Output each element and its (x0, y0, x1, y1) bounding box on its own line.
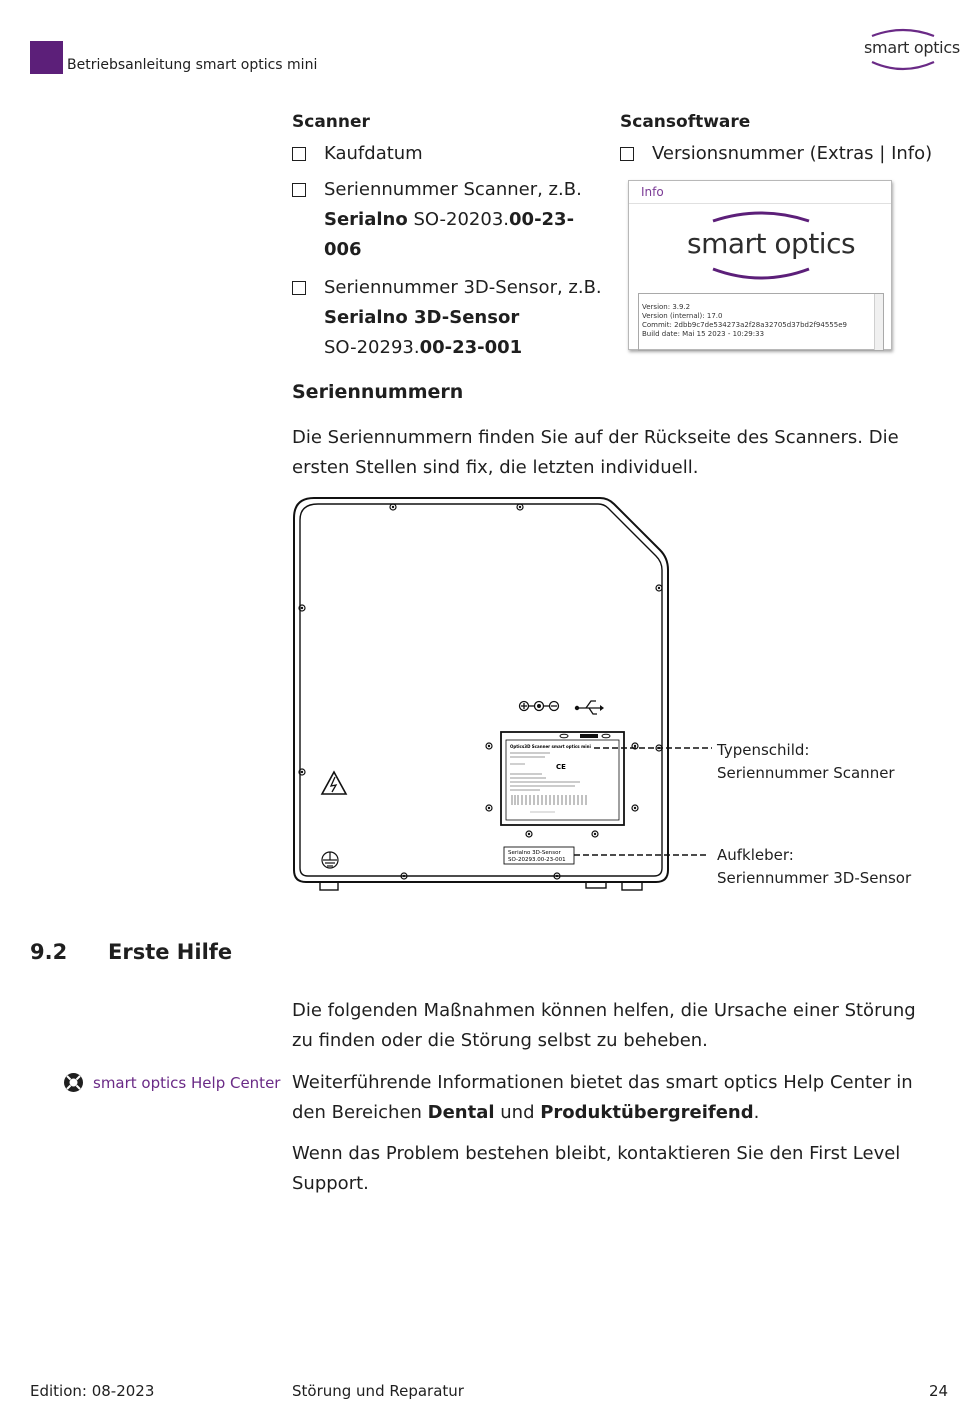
example-number: 00-23-006 (324, 209, 575, 260)
info-dialog-title: Info (641, 185, 664, 199)
scrollbar[interactable] (874, 294, 883, 350)
scanner-rear-figure (280, 490, 720, 900)
sticker-callout: Aufkleber: Seriennummer 3D-Sensor (717, 846, 912, 887)
footer-chapter: Störung und Reparatur (292, 1382, 464, 1400)
version-line: Version (internal): 17.0 (642, 312, 723, 320)
type-plate-callout: Typenschild: Seriennummer Scanner (717, 741, 895, 782)
logo-wordmark: smart optics (687, 227, 856, 260)
item-text: Seriennummer 3D-Sensor, z.B. (324, 277, 602, 298)
version-line: Version: 3.9.2 (642, 303, 691, 311)
ce-mark: CE (556, 763, 566, 771)
first-aid-intro: Die folgenden Maßnahmen können helfen, die Ursache einer Störung zu finden oder die Störung selbst zu beheben. (292, 1000, 916, 1051)
page-number: 24 (929, 1382, 949, 1400)
checklist-item: Versionsnummer (Extras | Info) (620, 139, 940, 169)
logo-wordmark: smart optics (864, 38, 960, 57)
document-title: Betriebsanleitung smart optics mini (67, 57, 318, 73)
scanner-heading: Scanner (292, 112, 370, 132)
checkbox-icon[interactable] (620, 147, 634, 161)
sticker-line: SO-20293.00-23-001 (508, 857, 566, 863)
example-prefix: SO-20293. (324, 337, 420, 358)
plate-title: Optics3D Scanner smart optics mini (510, 744, 591, 749)
divider (629, 203, 891, 204)
serial-text: Die Seriennummern finden Sie auf der Rückseite des Scanners. Die ersten Stellen sind fix, die letzten individuell. (292, 427, 899, 478)
ground-symbol-icon (322, 852, 338, 868)
checkbox-icon[interactable] (292, 147, 306, 161)
header-color-block (30, 41, 63, 74)
serial-heading: Seriennummern (292, 381, 464, 403)
smart-optics-logo (858, 26, 960, 74)
example-prefix: SO-20203. (407, 209, 510, 230)
example-number: 00-23-001 (419, 337, 523, 358)
high-voltage-warning-icon (322, 772, 346, 794)
example-label: Serialno (324, 209, 408, 230)
checkbox-icon[interactable] (292, 281, 306, 295)
checklist-item (292, 273, 602, 363)
first-aid-support: Wenn das Problem bestehen bleibt, kontaktieren Sie den First Level Support. (292, 1143, 901, 1194)
info-dialog-screenshot (628, 180, 892, 350)
area-dental: Dental (427, 1102, 495, 1123)
help-center-link[interactable]: smart optics Help Center (93, 1074, 281, 1092)
software-checklist (620, 139, 940, 169)
version-line: Build date: Mai 15 2023 - 10:29:33 (642, 330, 765, 338)
version-info-box (638, 293, 884, 351)
section-number: 9.2 (30, 940, 68, 964)
smart-optics-logo (679, 213, 856, 268)
lifebuoy-icon (63, 1072, 84, 1093)
scanner-checklist (292, 139, 602, 363)
version-line: Commit: 2dbb9c7de534273a2f28a32705d37bd2f94555e9 (642, 321, 847, 329)
checklist-item (292, 175, 602, 265)
section-title: Erste Hilfe (108, 940, 233, 964)
example-label: Serialno 3D-Sensor (324, 307, 520, 328)
sticker-line: Serialno 3D-Sensor (508, 850, 561, 856)
checkbox-icon[interactable] (292, 183, 306, 197)
footer-edition: Edition: 08-2023 (30, 1382, 155, 1400)
checklist-item: Kaufdatum (292, 139, 602, 169)
item-text: Seriennummer Scanner, z.B. (324, 179, 582, 200)
first-aid-info: Weiterführende Informationen bietet das smart optics Help Center in den Bereichen Dental und Produktübergreifend. (292, 1072, 913, 1123)
area-cross-product: Produktübergreifend (540, 1102, 754, 1123)
software-heading: Scansoftware (620, 112, 751, 132)
